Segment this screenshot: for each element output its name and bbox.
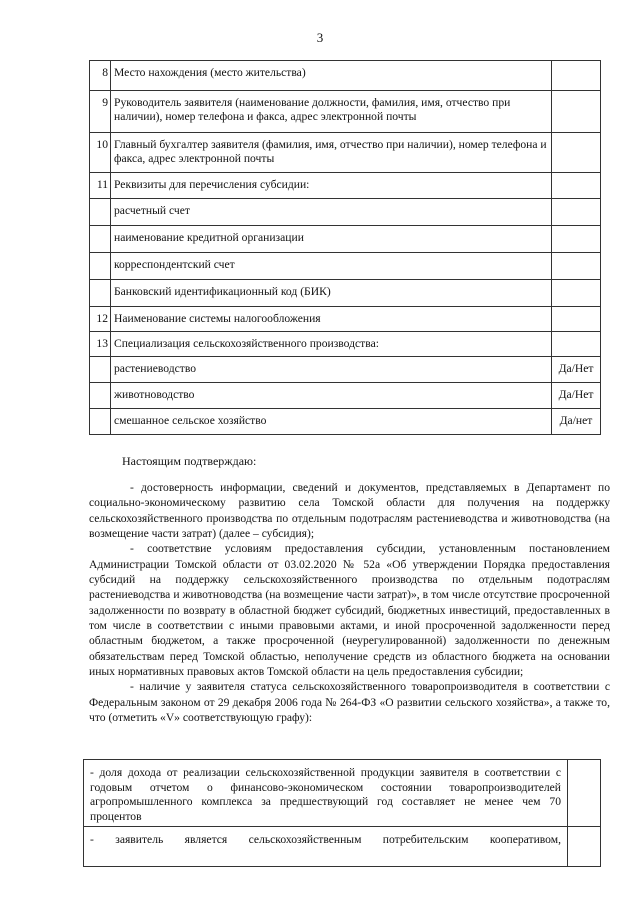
form-row bbox=[90, 173, 601, 199]
form-row-number: 8 bbox=[90, 61, 111, 91]
form-row-value-cell[interactable] bbox=[552, 226, 601, 253]
form-row-value-cell[interactable] bbox=[552, 332, 601, 357]
form-row-label: Главный бухгалтер заявителя (фамилия, имя, отчество при наличии), номер телефона и факса, адрес электронной почты bbox=[111, 133, 552, 173]
form-row-number bbox=[90, 199, 111, 226]
form-row-number bbox=[90, 409, 111, 435]
form-row bbox=[90, 357, 601, 383]
form-row-label: смешанное сельское хозяйство bbox=[111, 409, 552, 435]
form-row-number bbox=[90, 253, 111, 280]
form-row-number: 11 bbox=[90, 173, 111, 199]
form-row bbox=[90, 280, 601, 307]
form-row-label: животноводство bbox=[111, 383, 552, 409]
form-row-number: 10 bbox=[90, 133, 111, 173]
check-row bbox=[84, 760, 601, 827]
form-row-value-cell[interactable] bbox=[552, 253, 601, 280]
form-row-number bbox=[90, 226, 111, 253]
applicant-form-table bbox=[89, 60, 601, 435]
form-row-label: Место нахождения (место жительства) bbox=[111, 61, 552, 91]
form-row-value-cell[interactable] bbox=[552, 61, 601, 91]
paragraph-reliability: - достоверность информации, сведений и документов, представляемых в Департамент по социально-экономическому развитию села Томской области для получения на поддержку сельскохозяйственного производства по отдельным подотраслям растениеводства и животноводства (на возмещение части затрат) (далее – субсидия); bbox=[89, 481, 610, 541]
form-row-number: 13 bbox=[90, 332, 111, 357]
form-row-value-cell[interactable]: Да/нет bbox=[552, 409, 601, 435]
form-row-number bbox=[90, 383, 111, 409]
form-row bbox=[90, 61, 601, 91]
form-row-label: Реквизиты для перечисления субсидии: bbox=[111, 173, 552, 199]
form-row-label: Руководитель заявителя (наименование должности, фамилия, имя, отчество при наличии), номер телефона и факса, адрес электронной почты bbox=[111, 91, 552, 133]
form-row bbox=[90, 383, 601, 409]
check-row-text: - доля дохода от реализации сельскохозяйственной продукции заявителя в соответствии с годовым отчетом о финансово-экономическом состоянии товаропроизводителей агропромышленного комплекса за предшествующий год составляет не менее чем 70 процентов bbox=[84, 760, 568, 827]
confirmation-paragraphs bbox=[89, 480, 610, 726]
check-mark-cell[interactable] bbox=[568, 760, 601, 827]
form-row-value-cell[interactable] bbox=[552, 91, 601, 133]
form-row-number bbox=[90, 280, 111, 307]
form-row-label: Наименование системы налогообложения bbox=[111, 307, 552, 332]
form-row-label: наименование кредитной организации bbox=[111, 226, 552, 253]
form-row-number: 9 bbox=[90, 91, 111, 133]
check-mark-cell[interactable] bbox=[568, 827, 601, 867]
form-row-value-cell[interactable] bbox=[552, 307, 601, 332]
status-check-table bbox=[83, 759, 601, 867]
form-row bbox=[90, 226, 601, 253]
form-row-number: 12 bbox=[90, 307, 111, 332]
form-row-value-cell[interactable] bbox=[552, 133, 601, 173]
form-row-label: Банковский идентификационный код (БИК) bbox=[111, 280, 552, 307]
paragraph-compliance: - соответствие условиям предоставления субсидии, установленным постановлением Администрации Томской области от 03.02.2020 № 52а «Об утверждении Порядка предоставления субсидий на поддержку сельскохозяйственного производства по отдельным подотраслям растениеводства и животноводства (на возмещение части затрат)», в том числе отсутствие просроченной задолженности по возврату в областной бюджет субсидий, бюджетных инвестиций, предоставленных в том числе в соответствии с иными правовыми актами, и иной просроченной задолженности перед областным бюджетом, а также просроченной (неурегулированной) задолженности по денежным обязательствам перед Томской областью, неполучение средств из областного бюджета на основании иных нормативных правовых актов Томской области на цель предоставления субсидии; bbox=[89, 542, 610, 679]
form-row-value-cell[interactable]: Да/Нет bbox=[552, 357, 601, 383]
form-row-value-cell[interactable]: Да/Нет bbox=[552, 383, 601, 409]
form-row bbox=[90, 253, 601, 280]
form-row bbox=[90, 91, 601, 133]
check-row bbox=[84, 827, 601, 867]
form-row-label: растениеводство bbox=[111, 357, 552, 383]
form-row-label: Специализация сельскохозяйственного производства: bbox=[111, 332, 552, 357]
form-row bbox=[90, 409, 601, 435]
form-row-label: корреспондентский счет bbox=[111, 253, 552, 280]
page-number: 3 bbox=[316, 30, 324, 45]
form-row bbox=[90, 307, 601, 332]
form-row-number bbox=[90, 357, 111, 383]
paragraph-producer-status: - наличие у заявителя статуса сельскохозяйственного товаропроизводителя в соответствии с Федеральным законом от 29 декабря 2006 года № 264-ФЗ «О развитии сельского хозяйства», а также то, что (отметить «V» соответствующую графу): bbox=[89, 680, 610, 725]
form-row-value-cell[interactable] bbox=[552, 199, 601, 226]
form-row bbox=[90, 133, 601, 173]
form-row bbox=[90, 332, 601, 357]
form-row-value-cell[interactable] bbox=[552, 173, 601, 199]
form-row-value-cell[interactable] bbox=[552, 280, 601, 307]
check-row-text: - заявитель является сельскохозяйственным потребительским кооперативом, bbox=[84, 827, 568, 867]
form-row bbox=[90, 199, 601, 226]
confirmation-intro: Настоящим подтверждаю: bbox=[122, 454, 257, 468]
form-row-label: расчетный счет bbox=[111, 199, 552, 226]
